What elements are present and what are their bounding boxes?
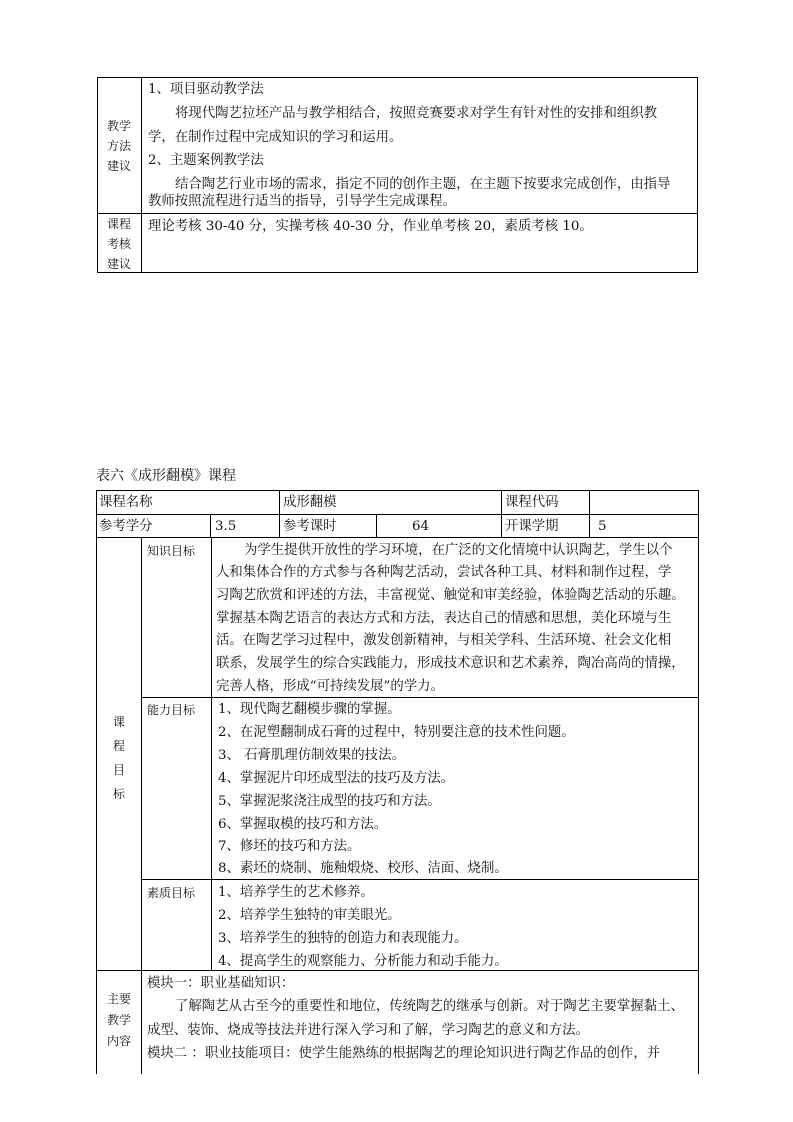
- knowledge-line-2: 人和集体合作的方式参与各种陶艺活动，尝试各种工具、材料和制作过程，学: [216, 565, 672, 580]
- hours-label: 参考课时: [283, 519, 337, 534]
- knowledge-line-4: 掌握基本陶艺语言的表达方式和方法，表达自己的情感和思想，美化环境与生: [216, 611, 672, 626]
- knowledge-line-1: 为学生提供开放性的学习环境，在广泛的文化情境中认识陶艺，学生以个: [244, 543, 673, 558]
- method-line-2: 将现代陶艺拉坯产品与教学相结合，按照竞赛要求对学生有针对性的安排和组织教: [175, 106, 658, 121]
- method-label-2: 方法: [107, 139, 132, 153]
- semester-value: 5: [598, 519, 607, 534]
- method-line-4: 2、主题案例教学法: [148, 153, 264, 168]
- goal-label-2: 程: [113, 739, 126, 753]
- table6-caption: 表六《成形翻模》课程: [96, 468, 236, 484]
- quality-line-4: 4、提高学生的观察能力、分析能力和动手能力。: [218, 954, 508, 969]
- quality-label: 素质目标: [147, 886, 196, 900]
- ability-line-6: 6、掌握取模的技巧和方法。: [218, 817, 388, 832]
- ability-label: 能力目标: [147, 703, 196, 717]
- method-label-1: 教学: [107, 119, 132, 133]
- course-name-value: 成形翻模: [283, 495, 337, 510]
- ability-line-2: 2、在泥塑翻制成石膏的过程中，特别要注意的技术性问题。: [218, 725, 575, 740]
- hours-value: 64: [412, 519, 430, 534]
- credits-value: 3.5: [215, 519, 237, 534]
- content-line-4: 模块二 ：职业技能项目：使学生能熟练的根据陶艺的理论知识进行陶艺作品的创作，并: [147, 1046, 661, 1061]
- method-line-3: 学，在制作过程中完成知识的学习和运用。: [148, 130, 403, 145]
- method-line-5: 结合陶艺行业市场的需求，指定不同的创作主题，在主题下按要求完成创作，由指导: [175, 177, 671, 192]
- knowledge-line-3: 习陶艺欣赏和评述的方法，丰富视觉、触觉和审美经验，体验陶艺活动的乐趣。: [216, 588, 685, 603]
- ability-line-8: 8、素坯的烧制、施釉煅烧、校形、洁面、烧制。: [218, 861, 508, 876]
- method-line-1: 1、项目驱动教学法: [148, 82, 264, 97]
- knowledge-label: 知识目标: [147, 544, 196, 558]
- quality-line-1: 1、培养学生的艺术修养。: [218, 885, 374, 900]
- content-label-3: 内容: [107, 1034, 132, 1048]
- credits-label: 参考学分: [99, 519, 153, 534]
- semester-label: 开课学期: [505, 519, 559, 534]
- knowledge-line-5: 活。在陶艺学习过程中，激发创新精神，与相关学科、生活环境、社会文化相: [216, 633, 672, 648]
- knowledge-line-7: 完善人格，形成“可持续发展”的学力。: [216, 679, 444, 694]
- assess-label-1: 课程: [107, 217, 132, 231]
- content-line-2: 了解陶艺从古至今的重要性和地位，传统陶艺的继承与创新。对于陶艺主要掌握黏土、: [175, 999, 684, 1014]
- quality-line-3: 3、培养学生的独特的创造力和表现能力。: [218, 931, 468, 946]
- goal-label-3: 目: [113, 763, 126, 777]
- assess-text: 理论考核 30-40 分，实操考核 40-30 分，作业单考核 20，素质考核 10。: [148, 219, 593, 234]
- course-name-label: 课程名称: [99, 495, 153, 510]
- ability-line-1: 1、现代陶艺翻模步骤的掌握。: [218, 702, 401, 717]
- content-line-1: 模块一：职业基础知识：: [147, 976, 295, 991]
- ability-line-4: 4、掌握泥片印坯成型法的技巧及方法。: [218, 771, 455, 786]
- method-label-3: 建议: [107, 159, 132, 173]
- knowledge-line-6: 联系，发展学生的综合实践能力，形成技术意识和艺术素养，陶冶高尚的情操，: [216, 656, 685, 671]
- goal-label-4: 标: [113, 787, 126, 801]
- goal-label-1: 课: [113, 715, 126, 729]
- method-line-6: 教师按照流程进行适当的指导，引导学生完成课程。: [148, 194, 456, 209]
- assess-label-3: 建议: [107, 257, 132, 271]
- course-code-label: 课程代码: [505, 495, 559, 510]
- ability-line-7: 7、修坯的技巧和方法。: [218, 839, 361, 854]
- ability-line-3: 3、 石膏肌理仿制效果的技法。: [218, 748, 405, 763]
- content-label-1: 主要: [107, 992, 132, 1006]
- content-line-3: 成型、装饰、烧成等技法并进行深入学习和了解，学习陶艺的意义和方法。: [147, 1023, 589, 1038]
- quality-line-2: 2、培养学生独特的审美眼光。: [218, 908, 401, 923]
- ability-line-5: 5、掌握泥浆浇注成型的技巧和方法。: [218, 794, 441, 809]
- content-label-2: 教学: [107, 1013, 132, 1027]
- assess-label-2: 考核: [107, 237, 132, 251]
